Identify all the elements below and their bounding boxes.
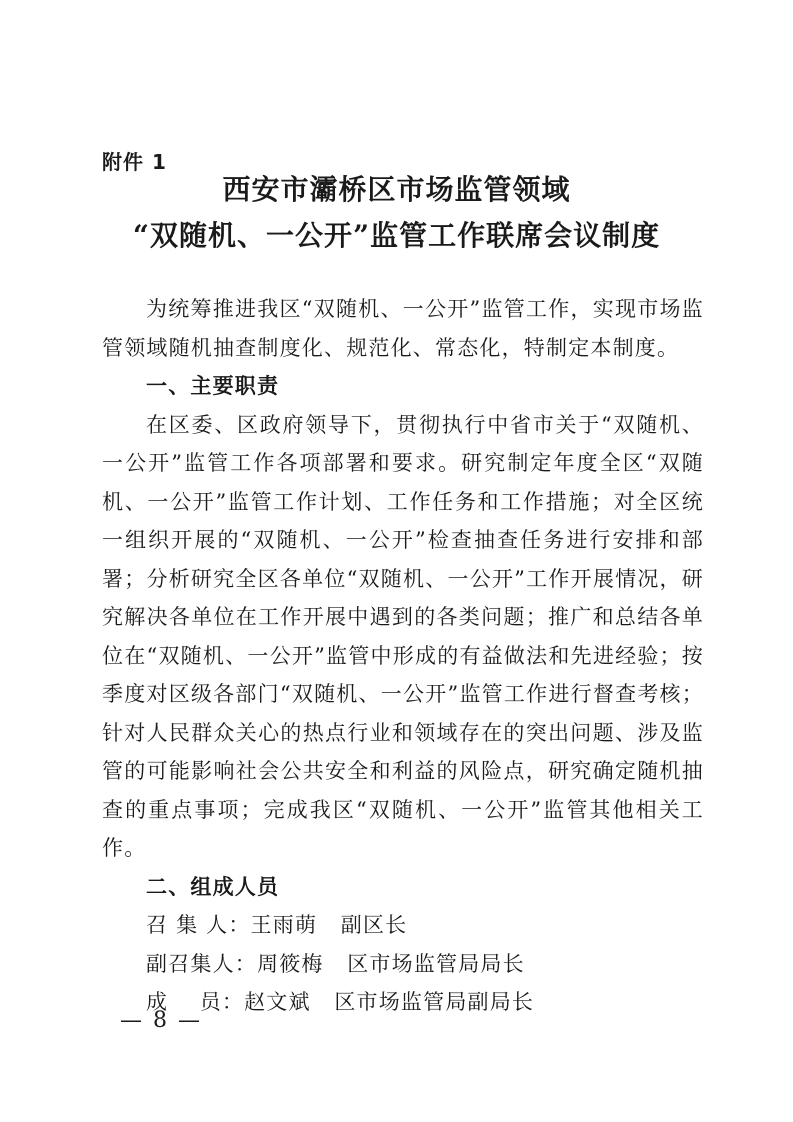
section-2-heading: 二、组成人员 [146,874,280,899]
document-body [102,290,704,1022]
document-title-line-1: 西安市灞桥区市场监管领域 [222,173,571,206]
intro-paragraph: 为统筹推进我区“双随机、一公开”监管工作，实现市场监管领域随机抽查制度化、规范化、常态化，特制定本制度。 [102,297,704,360]
member-convener: 召 集 人：王雨萌 副区长 [146,913,408,937]
attachment-label: 附件 1 [102,150,167,174]
page-number: — 8 — [120,1008,202,1033]
section-1-text: 在区委、区政府领导下，贯彻执行中省市关于“双随机、一公开”监管工作各项部署和要求。研究制定年度全区“双随机、一公开”监管工作计划、工作任务和工作措施；对全区统一组织开展的“双随机、一公开”检查抽查任务进行安排和部署；分析研究全区各单位“双随机、一公开”工作开展情况，研究解决各单位在工作开展中遇到的各类问题；推广和总结各单位在“双随机、一公开”监管中形成的有益做法和先进经验；按季度对区级各部门“双随机、一公开”监管工作进行督查考核；针对人民群众关心的热点行业和领域存在的突出问题、涉及监管的可能影响社会公共安全和利益的风险点，研究确定随机抽查的重点事项；完成我区“双随机、一公开”监管其他相关工作。 [102,412,704,860]
section-1-heading: 一、主要职责 [146,374,280,398]
document-title-line-2: “双随机、一公开”监管工作联席会议制度 [132,219,661,252]
member-member: 成 员：赵文斌 区市场监管局副局长 [146,990,535,1014]
member-deputy-convener: 副召集人：周筱梅 区市场监管局局长 [146,951,525,976]
